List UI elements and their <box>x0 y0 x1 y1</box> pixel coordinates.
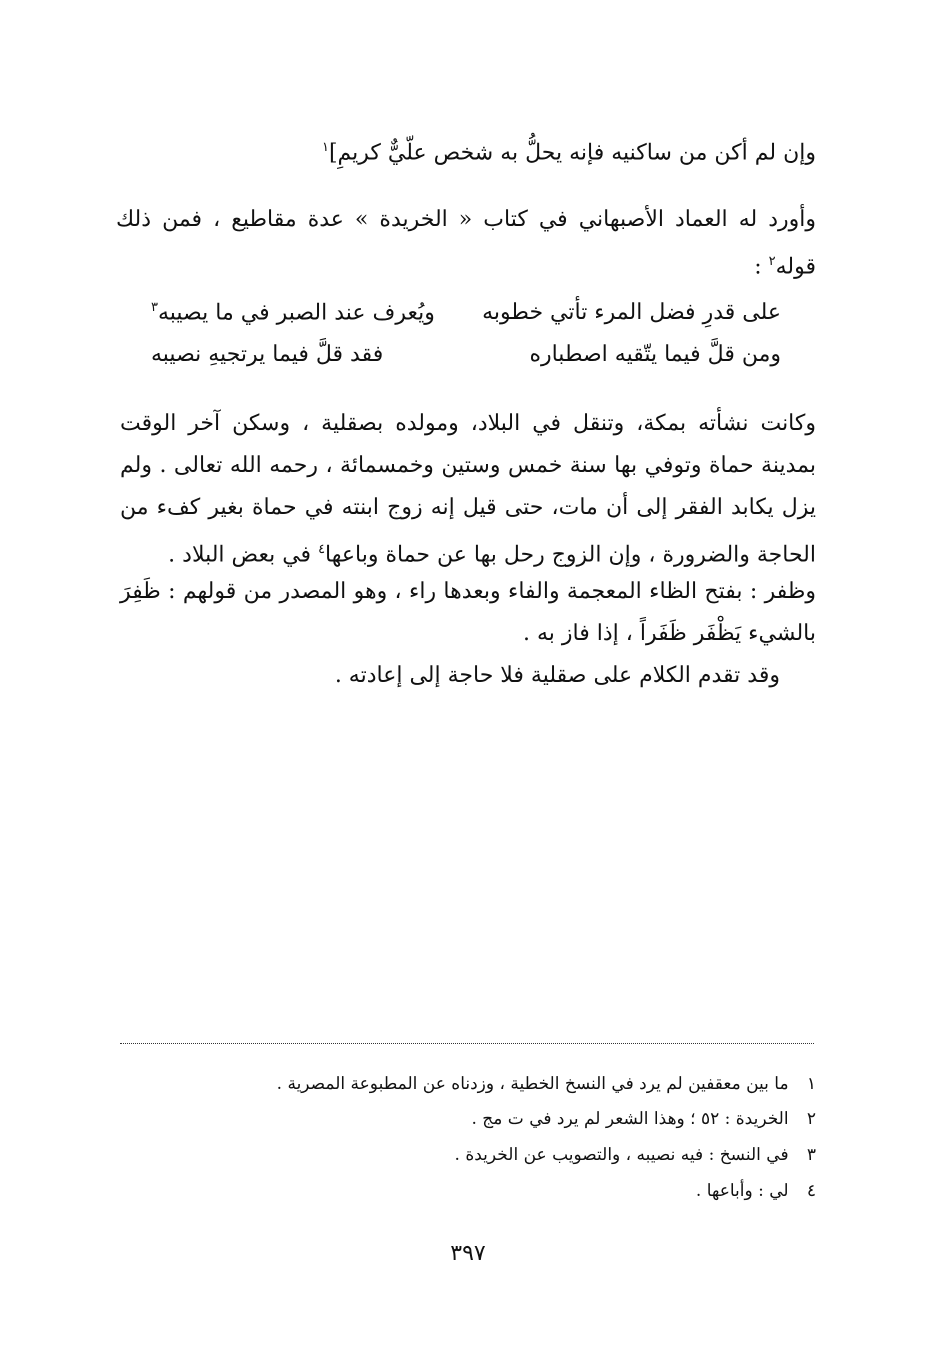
biography-text: وكانت نشأته بمكة، وتنقل في البلاد، ومولده بصقلية ، وسكن آخر الوقت بمدينة حماة وتوفي بها سنة خمس وستين وخمسمائة ، رحمه الله تعالى . ولم يزل يكابد الفقر إلى أن مات، حتى قيل إنه زوج ابنته في حماة بغير كفء من الحاجة والضرورة ، وإن الزوج رحل بها عن حماة وباعها <box>120 411 816 568</box>
poem-verse-2 <box>151 342 781 368</box>
footnote-4 <box>696 1181 816 1201</box>
footnote-number: ٢ <box>806 1109 816 1129</box>
verse-2-first-hemistich: ومن قلَّ فيما يتّقيه اصطباره <box>529 342 781 367</box>
footnote-number: ٤ <box>806 1181 816 1201</box>
sicily-paragraph <box>335 663 780 689</box>
poem-verse-1 <box>151 300 781 327</box>
verse-2-second-hemistich: فقد قلَّ فيما يرتجيهِ نصيبه <box>151 342 384 367</box>
verse-1-first-hemistich: على قدرِ فضل المرء تأتي خطوبه <box>482 300 781 325</box>
footnote-1 <box>277 1074 816 1094</box>
footnote-marker-3: ٣ <box>151 300 158 315</box>
footnote-marker-1: ١ <box>321 140 329 155</box>
intro-text-end: قوله <box>775 254 816 280</box>
zafar-text: وظفر : بفتح الظاء المعجمة والفاء وبعدها راء ، وهو المصدر من قولهم : ظَفِرَ بالشيء يَظْفَر ظَفَراً ، إذا فاز به . <box>120 579 816 646</box>
intro-text: وأورد له العماد الأصبهاني في كتاب « الخريدة » عدة مقاطيع ، فمن ذلك <box>116 207 816 232</box>
footnote-separator <box>120 1043 814 1044</box>
footnote-2 <box>472 1109 817 1129</box>
footnote-number: ٣ <box>806 1145 816 1165</box>
footnote-marker-2: ٢ <box>768 254 776 269</box>
biography-text-end: في بعض البلاد . <box>168 542 319 568</box>
intro-paragraph <box>116 199 816 288</box>
footnote-text: ما بين معقفين لم يرد في النسخ الخطية ، وزدناه عن المطبوعة المصرية . <box>276 1074 789 1094</box>
sicily-text: وقد تقدم الكلام على صقلية فلا حاجة إلى إعادته . <box>334 663 780 688</box>
intro-colon: : <box>754 254 769 280</box>
verse-line-continuation <box>322 140 816 167</box>
footnote-3 <box>455 1145 816 1165</box>
footnote-marker-4: ٤ <box>318 542 326 557</box>
page-number: ٣٩٧ <box>450 1241 486 1266</box>
footnote-text: لي : وأباعها . <box>695 1181 789 1201</box>
biography-paragraph <box>120 403 816 576</box>
verse-text: وإن لم أكن من ساكنيه فإنه يحلُّ به شخص علّيٌّ كريمِ] <box>328 140 816 166</box>
verse-1-second-hemistich: ويُعرف عند الصبر في ما يصيبه <box>157 300 435 326</box>
zafar-paragraph <box>120 571 816 655</box>
footnote-text: في النسخ : فيه نصيبه ، والتصويب عن الخريدة . <box>454 1145 789 1165</box>
footnote-text: الخريدة : ٥٢ ؛ وهذا الشعر لم يرد في ت مج . <box>471 1109 789 1129</box>
footnote-number: ١ <box>806 1074 816 1094</box>
